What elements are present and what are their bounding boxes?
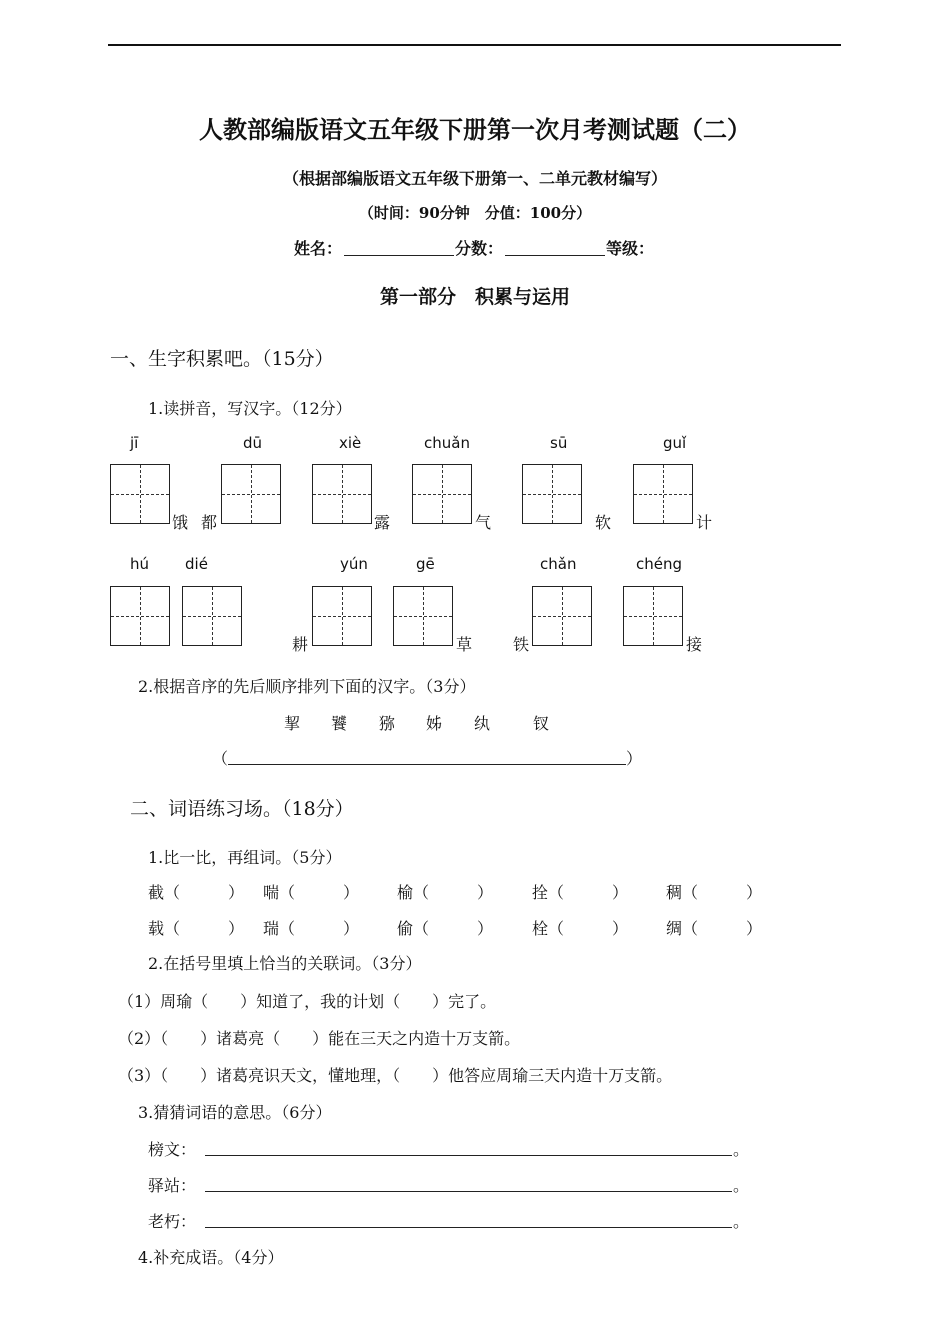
compare-item[interactable]: 截（ ） (148, 883, 245, 902)
compare-item[interactable]: 栓（ ） (532, 919, 629, 938)
name-field[interactable] (344, 255, 454, 256)
pinyin-ji: jī (130, 434, 139, 452)
order-char: 猕 (379, 714, 396, 733)
subtitle: （根据部编版语文五年级下册第一、二单元教材编写） (282, 169, 667, 188)
writing-grid[interactable] (182, 586, 242, 646)
order-char: 挈 (284, 714, 301, 733)
pinyin-xie: xiè (339, 434, 362, 452)
conjunction-item-1[interactable]: （1）周瑜（ ）知道了，我的计划（ ）完了。 (118, 992, 497, 1011)
page-title: 人教部编版语文五年级下册第一次月考测试题（二） (199, 115, 751, 144)
order-char: 姊 (426, 714, 443, 733)
s2-q2-title: 2.在括号里填上恰当的关联词。（3分） (148, 954, 422, 973)
word-char: 气 (475, 513, 492, 532)
conjunction-item-2[interactable]: （2）（ ）诸葛亮（ ）能在三天之内造十万支箭。 (118, 1029, 521, 1048)
writing-grid[interactable] (110, 464, 170, 524)
pinyin-yun: yún (340, 555, 368, 573)
s2-q1-title: 1.比一比，再组词。（5分） (148, 848, 342, 867)
order-char: 钗 (533, 714, 550, 733)
order-char: 纨 (474, 714, 491, 733)
pinyin-hu: hú (130, 555, 150, 573)
writing-grid[interactable] (221, 464, 281, 524)
conjunction-item-3[interactable]: （3）（ ）诸葛亮识天文，懂地理，（ ）他答应周瑜三天内造十万支箭。 (118, 1066, 673, 1085)
section1-title: 一、生字积累吧。（15分） (110, 348, 334, 370)
word-char: 计 (696, 513, 713, 532)
writing-grid[interactable] (522, 464, 582, 524)
s2-q4-title: 4.补充成语。（4分） (138, 1248, 284, 1267)
meaning-term: 榜文： (148, 1140, 197, 1159)
s1-q1-title: 1.读拼音，写汉字。（12分） (148, 399, 352, 418)
grade-label: 等级： (606, 239, 655, 258)
answer-close-paren: ） (626, 749, 643, 768)
word-char: 铁 (513, 635, 530, 654)
score-field[interactable] (505, 255, 605, 256)
compare-item[interactable]: 喘（ ） (263, 883, 360, 902)
meaning-answer-line[interactable] (205, 1191, 732, 1192)
word-char: 接 (686, 635, 703, 654)
writing-grid[interactable] (312, 586, 372, 646)
meaning-answer-line[interactable] (205, 1155, 732, 1156)
meaning-end: 。 (733, 1212, 750, 1231)
word-char: 耕 (292, 635, 309, 654)
name-label: 姓名： (294, 239, 343, 258)
compare-item[interactable]: 偷（ ） (397, 919, 494, 938)
compare-item[interactable]: 瑞（ ） (263, 919, 360, 938)
compare-item[interactable]: 稠（ ） (666, 883, 763, 902)
order-char: 饕 (331, 714, 348, 733)
writing-grid[interactable] (633, 464, 693, 524)
pinyin-chan: chǎn (540, 555, 577, 573)
writing-grid[interactable] (532, 586, 592, 646)
meaning-term: 老朽： (148, 1212, 197, 1231)
top-rule (108, 44, 841, 46)
pinyin-du: dū (243, 434, 263, 452)
meaning-answer-line[interactable] (205, 1227, 732, 1228)
word-char: 都 (201, 513, 218, 532)
writing-grid[interactable] (623, 586, 683, 646)
answer-open-paren: （ (212, 749, 229, 768)
word-char: 草 (456, 635, 473, 654)
writing-grid[interactable] (412, 464, 472, 524)
compare-item[interactable]: 绸（ ） (666, 919, 763, 938)
pinyin-gui: guǐ (663, 434, 687, 452)
pinyin-die: dié (185, 555, 208, 573)
score-label: 分数： (455, 239, 504, 258)
meaning-end: 。 (733, 1176, 750, 1195)
word-char: 饿 (172, 513, 189, 532)
pinyin-cheng: chéng (636, 555, 683, 573)
compare-item[interactable]: 载（ ） (148, 919, 245, 938)
word-char: 露 (374, 513, 391, 532)
word-char: 软 (595, 513, 612, 532)
writing-grid[interactable] (312, 464, 372, 524)
s2-q3-title: 3.猜猜词语的意思。（6分） (138, 1103, 332, 1122)
compare-item[interactable]: 榆（ ） (397, 883, 494, 902)
pinyin-ge: gē (416, 555, 435, 573)
compare-item[interactable]: 拴（ ） (532, 883, 629, 902)
meaning-end: 。 (733, 1140, 750, 1159)
pinyin-su: sū (550, 434, 568, 452)
s1-q2-title: 2.根据音序的先后顺序排列下面的汉字。（3分） (138, 677, 476, 696)
ordering-answer-line[interactable] (228, 764, 626, 765)
section2-title: 二、词语练习场。（18分） (130, 798, 354, 820)
writing-grid[interactable] (393, 586, 453, 646)
pinyin-chuan: chuǎn (424, 434, 470, 452)
writing-grid[interactable] (110, 586, 170, 646)
meaning-term: 驿站： (148, 1176, 197, 1195)
part1-title: 第一部分 积累与运用 (379, 286, 570, 308)
time-score: （时间：90分钟 分值：100分） (358, 204, 592, 222)
